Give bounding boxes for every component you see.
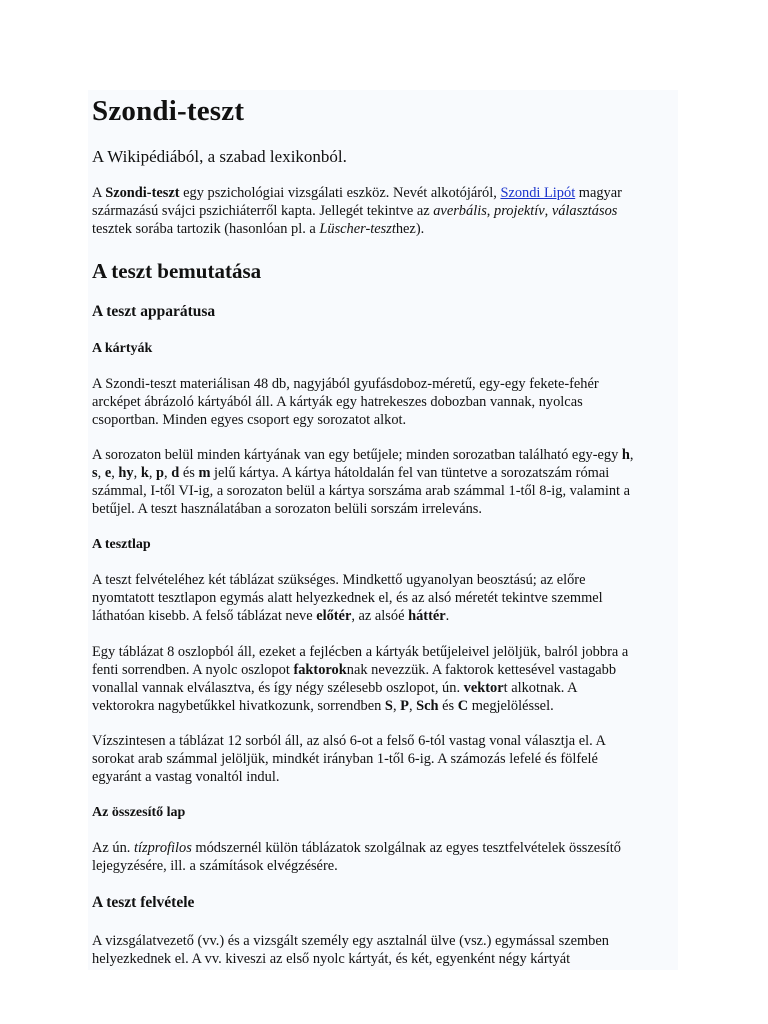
heading-osszesito: Az összesítő lap bbox=[92, 805, 186, 820]
szondi-lipot-link[interactable]: Szondi Lipót bbox=[500, 185, 576, 201]
paragraph-felvetele: A vizsgálatvezető (vv.) és a vizsgált személy egy asztalnál ülve (vsz.) egymással szemben helyezkednek el. A vv. kiveszi az első nyolc kártyát, és két, egyenként négy kártyát bbox=[92, 933, 609, 967]
paragraph-kartyak-1: A Szondi-teszt materiálisan 48 db, nagyjából gyufásdoboz-méretű, egy-egy fekete-fehér arcképet ábrázoló kártyából áll. A kártyák egy hatrekeszes dobozban vannak, nyolcas csoportban. Minden egyes csoport egy sorozatot alkot. bbox=[92, 376, 599, 428]
subsection-heading-apparatus: A teszt apparátusa bbox=[92, 303, 216, 320]
document-page bbox=[88, 90, 678, 970]
paragraph-tesztlap-1: A teszt felvételéhez két táblázat szükséges. Mindkettő ugyanolyan beosztású; az előre nyomtatott tesztlapon egymás alatt helyezkednek el, és az alsó méretét tekintve szemmel láthatóan kisebb. A felső táblázat neve előtér, az alsóé háttér. bbox=[92, 572, 603, 624]
section-heading-bemutatasa: A teszt bemutatása bbox=[92, 259, 262, 283]
subsection-heading-felvetele: A teszt felvétele bbox=[92, 894, 195, 911]
page-title: Szondi-teszt bbox=[92, 95, 245, 127]
paragraph-tesztlap-3: Vízszintesen a táblázat 12 sorból áll, az alsó 6-ot a felső 6-tól vastag vonal választja el. A sorokat arab számmal jelöljük, mindkét irányban 1-től 6-ig. A számozás lefelé és fölfelé egyaránt a vastag vonaltól indul. bbox=[92, 733, 606, 785]
heading-kartyak: A kártyák bbox=[92, 341, 153, 356]
term-szondi-teszt: Szondi-teszt bbox=[105, 185, 180, 201]
paragraph-osszesito: Az ún. tízprofilos módszernél külön táblázatok szolgálnak az egyes tesztfelvételek összesítő lejegyzésére, ill. a számítások elvégzésére. bbox=[92, 840, 621, 874]
paragraph-tesztlap-2: Egy táblázat 8 oszlopból áll, ezeket a fejlécben a kártyák betűjeleivel jelöljük, balról jobbra a fenti sorrendben. A nyolc oszlopot faktoroknak nevezzük. A faktorok kettesével vastagabb vonallal vannak elválasztva, és így négy szélesebb oszlopot, ún. vektort alkotnak. A vektorokra nagybetűkkel hivatkozunk, sorrendben S, P, Sch és C megjelöléssel. bbox=[92, 644, 629, 714]
heading-tesztlap: A tesztlap bbox=[92, 537, 151, 552]
paragraph-kartyak-2: A sorozaton belül minden kártyának van egy betűjele; minden sorozatban található egy-egy h, s, e, hy, k, p, d és m jelű kártya. A kártya hátoldalán fel van tüntetve a sorozatszám római számmal, I-től VI-ig, a sorozaton belül a kártya sorszáma arab számmal 1-től 8-ig, valamint a betűjel. A teszt használatában a sorozaton belüli sorszám irreleváns. bbox=[92, 447, 634, 517]
intro-paragraph: A Szondi-teszt egy pszichológiai vizsgálati eszköz. Nevét alkotójáról, Szondi Lipót magyar származású svájci pszichiáterről kapta. Jellegét tekintve az averbális, projektív, választásos tesztek sorába tartozik (hasonlóan pl. a Lüscher-teszthez). bbox=[92, 185, 622, 237]
page-subtitle: A Wikipédiából, a szabad lexikonból. bbox=[92, 147, 347, 166]
